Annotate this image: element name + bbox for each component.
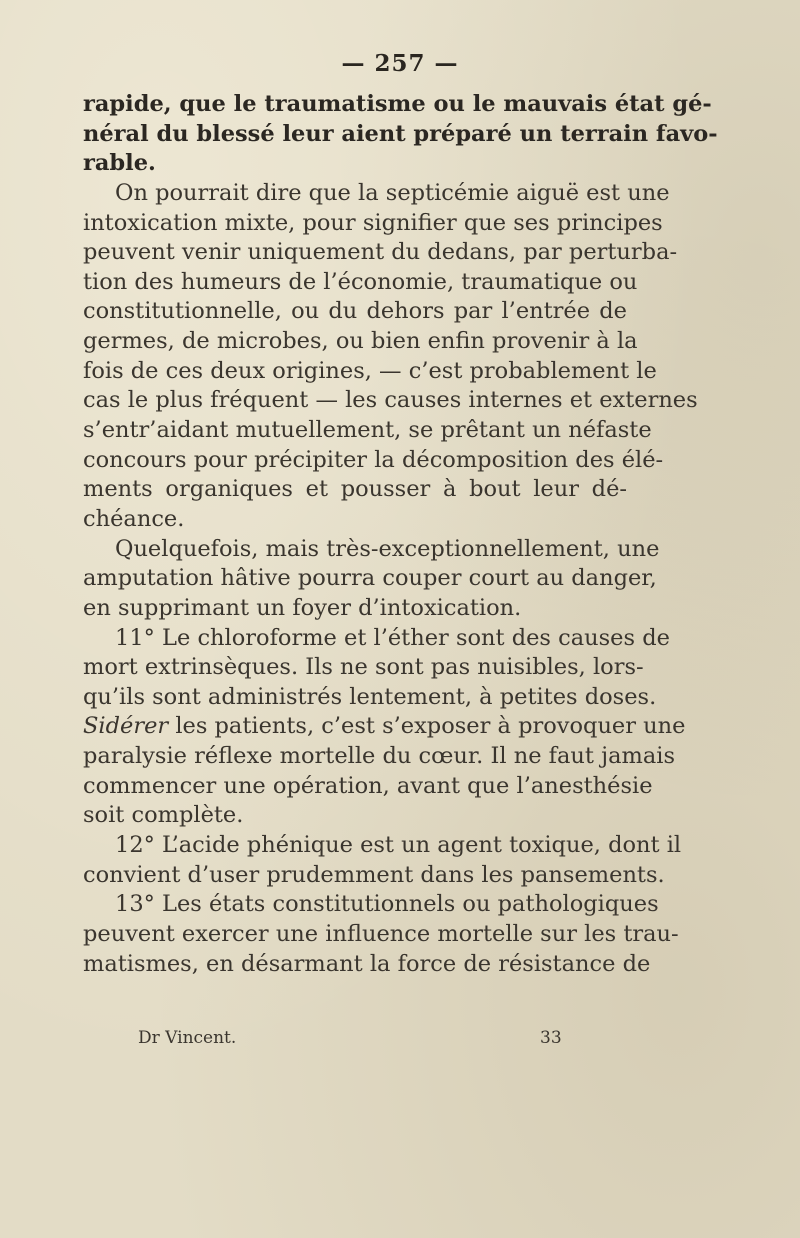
text-line: matismes, en désarmant la force de résistance de xyxy=(83,950,651,977)
author-signature: Dr Vincent. xyxy=(138,1028,237,1048)
text-line: paralysie réflexe mortelle du cœur. Il ne faut jamais xyxy=(83,743,675,770)
text-line: germes, de microbes, ou bien enfin provenir à la xyxy=(83,328,638,355)
text-line: ments organiques et pousser à bout leur dé- xyxy=(83,476,627,503)
text-line: rapide, que le traumatisme ou le mauvais état gé- xyxy=(83,91,712,117)
text-line: néral du blessé leur aient préparé un terrain favo- xyxy=(83,120,718,147)
text-line: convient d’user prudemment dans les pansements. xyxy=(83,861,665,888)
text-line: s’entr’aidant mutuellement, se prêtant un néfaste xyxy=(83,417,652,444)
text-line: mort extrinsèques. Ils ne sont pas nuisibles, lors- xyxy=(83,654,644,681)
text-line: tion des humeurs de l’économie, traumatique ou xyxy=(83,268,638,295)
text-line: chéance. xyxy=(83,505,185,532)
text-line: 13° Les états constitutionnels ou pathologiques xyxy=(115,891,659,918)
text-line: Quelquefois, mais très-exceptionnellement, une xyxy=(115,535,660,562)
page-number-header: — 257 — xyxy=(341,50,459,77)
text-line: amputation hâtive pourra couper court au danger, xyxy=(83,565,657,592)
text-line-rest: les patients, c’est s’exposer à provoquer une xyxy=(175,713,686,740)
text-line: peuvent venir uniquement du dedans, par perturba- xyxy=(83,239,678,266)
text-line-with-italic xyxy=(83,712,686,742)
text-line: 12° L’acide phénique est un agent toxique, dont il xyxy=(115,832,682,859)
text-line: intoxication mixte, pour signifier que ses principes xyxy=(83,209,663,236)
text-line: soit complète. xyxy=(83,802,244,829)
body-text xyxy=(83,90,718,979)
italic-word: Sidérer xyxy=(83,713,169,740)
text-line: constitutionnelle, ou du dehors par l’entrée de xyxy=(83,298,627,325)
text-line: 11° Le chloroforme et l’éther sont des causes de xyxy=(115,624,670,651)
text-line: commencer une opération, avant que l’anesthésie xyxy=(83,772,653,799)
text-line: peuvent exercer une influence mortelle sur les trau- xyxy=(83,920,679,947)
text-line: fois de ces deux origines, — c’est probablement le xyxy=(83,357,657,384)
text-line: rable. xyxy=(83,150,156,177)
text-line: cas le plus fréquent — les causes internes et externes xyxy=(83,387,698,414)
text-line: On pourrait dire que la septicémie aiguë est une xyxy=(115,179,670,206)
text-line: concours pour précipiter la décomposition des élé- xyxy=(83,446,664,473)
sheet-number: 33 xyxy=(540,1028,562,1048)
text-line: en supprimant un foyer d’intoxication. xyxy=(83,594,522,621)
text-line: qu’ils sont administrés lentement, à petites doses. xyxy=(83,683,657,710)
